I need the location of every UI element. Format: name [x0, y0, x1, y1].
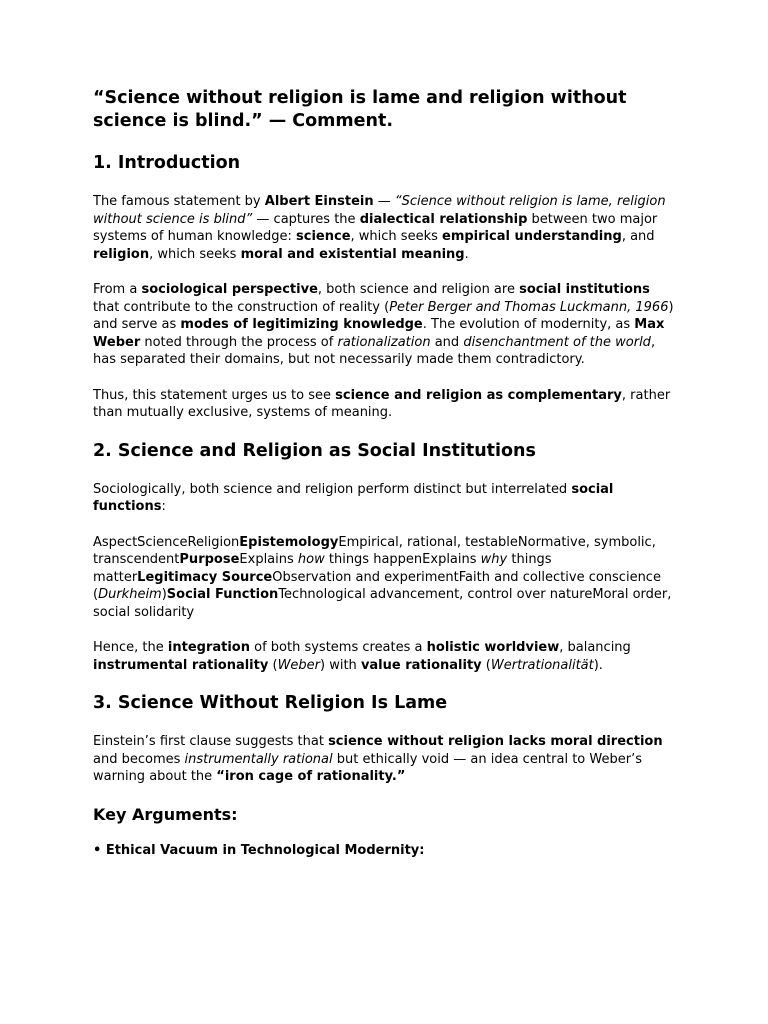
bold-text: value rationality [360, 657, 482, 673]
text-run: , which seeks [350, 229, 443, 244]
text-run: Hence, the [93, 640, 168, 655]
italic-text: instrumentally rational [184, 751, 333, 767]
text-run: that contribute to the construction of reality ( [93, 299, 390, 315]
paragraph [93, 481, 678, 516]
bullet-item [93, 842, 678, 860]
text-run: Explains [239, 552, 298, 567]
text-run: , which seeks [149, 246, 241, 262]
paragraph [93, 639, 678, 674]
text-run: . The evolution of modernity, as [422, 317, 635, 332]
bold-text: science and religion as complementary [335, 387, 622, 403]
bold-text: sociological perspective [141, 282, 318, 297]
text-run: — captures the [252, 211, 360, 227]
paragraph [93, 193, 678, 263]
bold-text: integration [167, 640, 250, 655]
paragraph [93, 387, 678, 422]
bold-text: instrumental rationality [93, 657, 269, 673]
text-run: From a [93, 282, 142, 297]
bold-text: Social Function [166, 587, 279, 602]
text-run: ) with [320, 657, 361, 673]
section-heading-social-institutions: 2. Science and Religion as Social Institutions [93, 440, 536, 461]
text-run: of both systems creates a [249, 640, 427, 655]
italic-text: disenchantment of the world [463, 334, 651, 350]
text-run: Sociologically, both science and religion perform distinct but interrelated [93, 481, 572, 497]
paragraph [93, 733, 678, 786]
italic-text: Peter Berger and Thomas Luckmann, 1966 [389, 299, 669, 315]
section-heading-science-without-religion: 3. Science Without Religion Is Lame [93, 693, 448, 713]
text-run: , balancing [559, 640, 631, 655]
italic-text: how [297, 552, 325, 567]
bold-text: holistic worldview [426, 640, 560, 655]
text-run: — [373, 194, 395, 209]
bold-text: empirical understanding [442, 229, 622, 244]
bold-text: “iron cage of rationality.” [216, 769, 406, 784]
section-science-without-religion [93, 692, 678, 859]
text-run: noted through the process of [140, 334, 338, 350]
text-run: and [430, 334, 464, 350]
text-run: , rather than mutually exclusive, systems of meaning. [93, 387, 671, 420]
italic-text: Weber [277, 657, 321, 673]
bold-text: social institutions [519, 282, 650, 297]
italic-text: why [480, 552, 508, 567]
bold-text: Epistemology [239, 534, 339, 550]
text-run: things matter [93, 552, 552, 585]
text-run: ). [593, 657, 603, 673]
bold-text: Legitimacy Source [137, 569, 273, 585]
bold-text: Purpose [179, 552, 240, 567]
italic-text: Durkheim [98, 587, 162, 602]
text-run: , has separated their domains, but not necessarily made them contradictory. [93, 334, 656, 367]
text-run: Einstein’s first clause suggests that [93, 734, 329, 749]
bold-text: dialectical relationship [359, 211, 528, 227]
bold-text: science [296, 229, 351, 244]
bold-text: science without religion lacks moral direction [328, 734, 663, 749]
text-run: but ethically void — an idea central to Weber’s warning about the [93, 751, 642, 784]
text-run: between two major systems of human knowledge: [93, 211, 658, 244]
italic-text: rationalization [337, 334, 431, 350]
text-run: AspectScienceReligion [93, 534, 240, 550]
text-run: ( [268, 657, 278, 673]
text-run: . [464, 246, 469, 262]
text-run: Observation and experimentFaith and collective conscience ( [93, 569, 661, 602]
section-social-institutions [93, 440, 678, 675]
bold-text: Albert Einstein [264, 194, 374, 209]
italic-text: “Science without religion is lame, religion without science is blind” [93, 194, 666, 227]
text-run: Technological advancement, control over natureMoral order, social solidarity [93, 587, 672, 620]
text-run: Thus, this statement urges us to see [93, 387, 336, 403]
bold-text: Max Weber [93, 317, 665, 350]
paragraph [93, 281, 678, 369]
text-run: ) and serve as [93, 299, 674, 332]
comparison-table-text [93, 534, 678, 622]
text-run: and becomes [93, 751, 185, 767]
bold-text: moral and existential meaning [240, 246, 465, 262]
text-run: : [161, 499, 166, 514]
italic-text: Wertrationalität [490, 657, 594, 673]
bullet-item-label: • Ethical Vacuum in Technological Modernity: [93, 842, 425, 858]
section-heading-introduction: 1. Introduction [93, 153, 241, 173]
document-title: “Science without religion is lame and religion without science is blind.” — Comment. [93, 88, 627, 131]
text-run: ) [161, 587, 167, 602]
section-introduction [93, 152, 678, 422]
text-run: things happenExplains [324, 552, 481, 567]
text-run: Empirical, rational, testableNormative, symbolic, transcendent [93, 534, 656, 567]
bold-text: modes of legitimizing knowledge [180, 317, 423, 332]
text-run: The famous statement by [93, 194, 265, 209]
subheading-key-arguments: Key Arguments: [93, 804, 238, 824]
bold-text: religion [93, 246, 150, 262]
bold-text: social functions [93, 481, 614, 514]
text-run: , both science and religion are [317, 282, 520, 297]
text-run: , and [621, 229, 655, 244]
text-run: ( [481, 657, 491, 673]
